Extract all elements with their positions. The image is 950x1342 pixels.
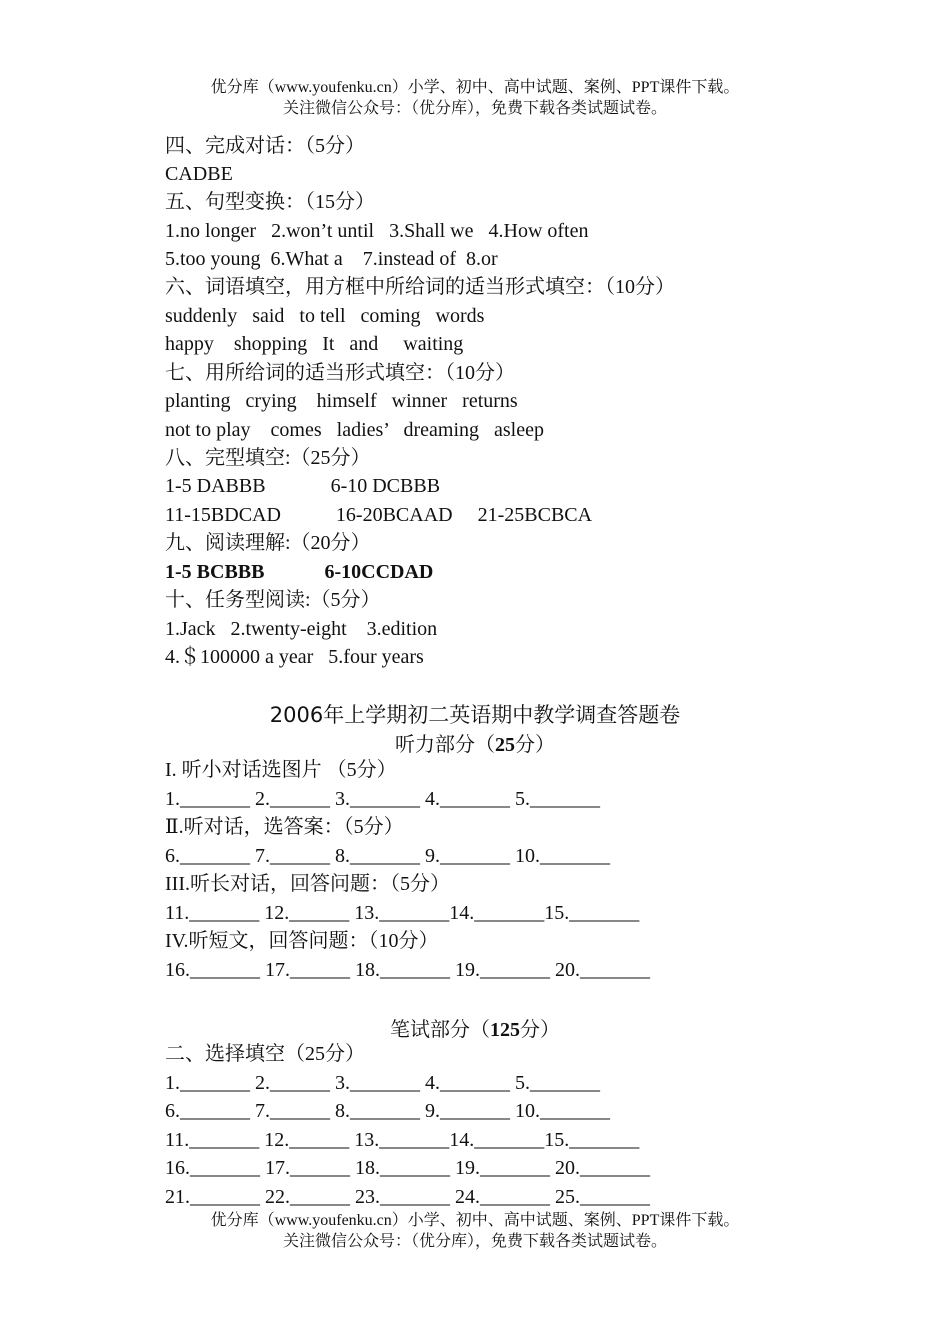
section-10-answers-2: 4.＄100000 a year 5.four years [165, 646, 424, 668]
written-blanks-row-1: 1._______ 2.______ 3._______ 4._______ 5._______ [165, 1072, 600, 1094]
listening-part-3-title: III.听长对话，回答问题：（5分） [165, 873, 450, 895]
section-7-answers-2: not to play comes ladies’ dreaming asleep [165, 419, 544, 441]
section-6-answers-2: happy shopping It and waiting [165, 333, 464, 355]
written-part-2-title: 二、选择填空（25分） [165, 1043, 365, 1065]
section-7-answers-1: planting crying himself winner returns [165, 390, 518, 412]
section-4-title: 四、完成对话：（5分） [165, 135, 365, 157]
section-4-answers: CADBE [165, 163, 233, 185]
listening-suffix: 分） [515, 734, 555, 756]
listening-part-1-blanks: 1._______ 2.______ 3._______ 4._______ 5._______ [165, 788, 600, 810]
section-8-title: 八、完型填空:（25分） [165, 447, 371, 469]
listening-part-4-title: IV.听短文，回答问题：（10分） [165, 930, 439, 952]
header-line-2: 关注微信公众号：（优分库），免费下载各类试题试卷。 [282, 100, 667, 117]
listening-part-2-title: Ⅱ.听对话，选答案：（5分） [165, 816, 404, 838]
written-blanks-row-4: 16._______ 17.______ 18._______ 19._______ 20._______ [165, 1157, 650, 1179]
header-line-1: 优分库（www.youfenku.cn）小学、初中、高中试题、案例、PPT课件下载。 [210, 79, 740, 96]
section-5-answers-1: 1.no longer 2.won’t until 3.Shall we 4.How often [165, 220, 589, 242]
listening-part-3-blanks: 11._______ 12.______ 13._______14._______15._______ [165, 902, 640, 924]
listening-part-4-blanks: 16._______ 17.______ 18._______ 19._______ 20._______ [165, 959, 650, 981]
section-9-answers: 1-5 BCBBB 6-10CCDAD [165, 561, 434, 583]
section-8-answers-1: 1-5 DABBB 6-10 DCBBB [165, 475, 441, 497]
section-10-title: 十、任务型阅读:（5分） [165, 589, 381, 611]
written-prefix: 笔试部分（ [390, 1019, 490, 1041]
section-5-title: 五、句型变换：（15分） [165, 191, 375, 213]
section-7-title: 七、用所给词的适当形式填空：（10分） [165, 362, 515, 384]
listening-part-2-blanks: 6._______ 7.______ 8._______ 9._______ 10._______ [165, 845, 610, 867]
footer-line-1: 优分库（www.youfenku.cn）小学、初中、高中试题、案例、PPT课件下载。 [210, 1212, 740, 1229]
section-8-answers-2: 11-15BDCAD 16-20BCAAD 21-25BCBCA [165, 504, 593, 526]
listening-part-1-title: I. 听小对话选图片 （5分） [165, 759, 397, 781]
written-score: 125 [490, 1019, 520, 1041]
section-5-answers-2: 5.too young 6.What a 7.instead of 8.or [165, 248, 498, 270]
listening-heading [0, 728, 950, 757]
written-blanks-row-5: 21._______ 22.______ 23._______ 24._______ 25._______ [165, 1186, 650, 1208]
section-6-title: 六、词语填空，用方框中所给词的适当形式填空：（10分） [165, 276, 675, 298]
written-blanks-row-2: 6._______ 7.______ 8._______ 9._______ 10._______ [165, 1100, 610, 1122]
written-suffix: 分） [520, 1019, 560, 1041]
written-heading [0, 1013, 950, 1042]
section-10-answers-1: 1.Jack 2.twenty-eight 3.edition [165, 618, 438, 640]
listening-score: 25 [495, 734, 515, 756]
answer-sheet-title: 2006年上学期初二英语期中教学调查答题卷 [269, 703, 681, 727]
listening-prefix: 听力部分（ [395, 734, 495, 756]
footer-line-2: 关注微信公众号：（优分库），免费下载各类试题试卷。 [282, 1233, 667, 1250]
written-blanks-row-3: 11._______ 12.______ 13._______14._______15._______ [165, 1129, 640, 1151]
section-9-title: 九、阅读理解:（20分） [165, 532, 371, 554]
section-6-answers-1: suddenly said to tell coming words [165, 305, 485, 327]
